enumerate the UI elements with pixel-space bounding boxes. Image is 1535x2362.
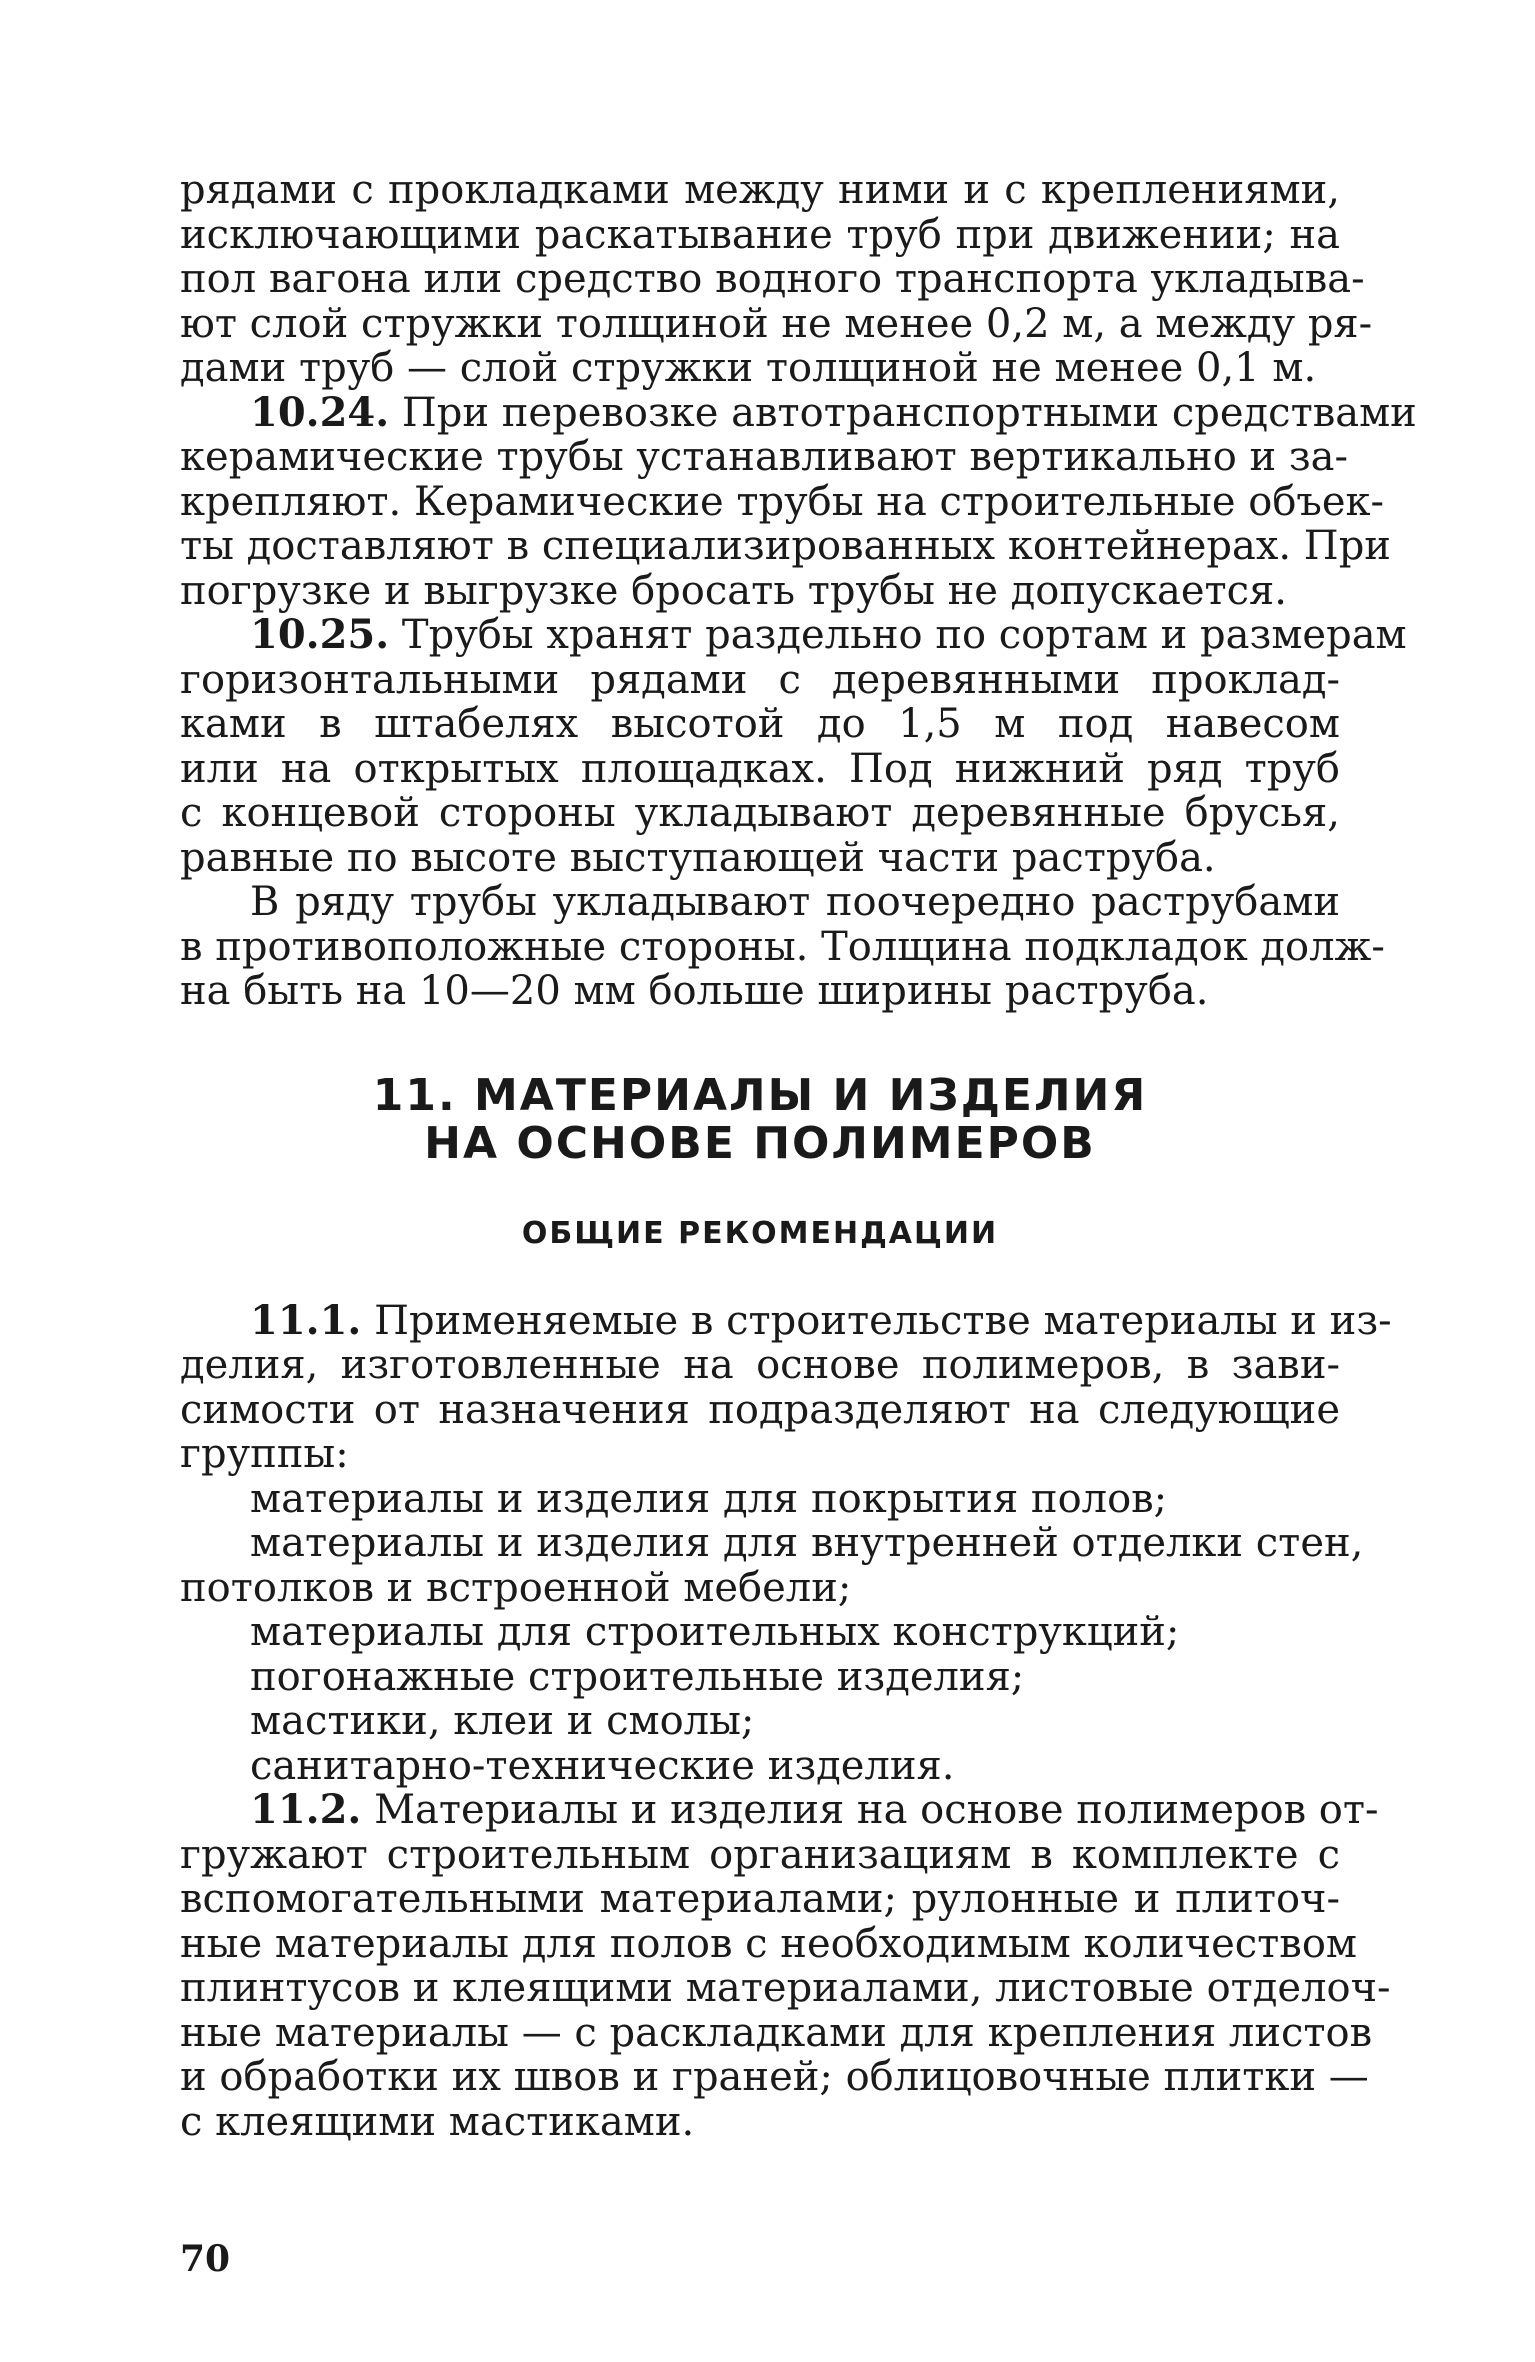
paragraph-10-25 bbox=[180, 611, 1407, 881]
section-title-line: 11. МАТЕРИАЛЫ И ИЗДЕЛИЯ bbox=[372, 1069, 1148, 1121]
text-line: и обработки их швов и граней; облицовочные плитки — bbox=[180, 2054, 1369, 2100]
text-line: керамические трубы устанавливают вертикально и за- bbox=[180, 434, 1349, 480]
text-line: ные материалы для полов с необходимым количеством bbox=[180, 1920, 1358, 1967]
group-list bbox=[180, 1475, 1364, 1789]
text-line bbox=[180, 1786, 1379, 1833]
page-content bbox=[180, 167, 1417, 2145]
paragraph-11-1 bbox=[180, 1296, 1392, 1477]
text-line: с концевой стороны укладывают деревянные брусья, bbox=[180, 790, 1340, 836]
text-fragment: При перевозке автотранспортными средствами bbox=[389, 389, 1417, 436]
clause-number: 10.24. bbox=[250, 388, 390, 436]
text-line: дами труб — слой стружки толщиной не менее 0,1 м. bbox=[180, 345, 1317, 391]
text-line: В ряду трубы укладывают поочередно раструбами bbox=[250, 879, 1340, 925]
list-item-continuation: потолков и встроенной мебели; bbox=[180, 1564, 852, 1611]
text-line: крепляют. Керамические трубы на строительные объек- bbox=[180, 478, 1385, 525]
paragraph-10-24 bbox=[180, 388, 1417, 614]
text-fragment: Применяемые в строительстве материалы и из- bbox=[361, 1297, 1392, 1344]
subsection-title: ОБЩИЕ РЕКОМЕНДАЦИИ bbox=[521, 1215, 999, 1251]
page-number: 70 bbox=[180, 2238, 231, 2280]
text-line bbox=[180, 1296, 1392, 1344]
text-line: делия, изготовленные на основе полимеров, в зави- bbox=[180, 1342, 1340, 1388]
text-line: равные по высоте выступающей части раструба. bbox=[180, 834, 1216, 881]
text-line: на быть на 10—20 мм больше ширины раструба. bbox=[180, 968, 1209, 1014]
text-line: горизонтальными рядами с деревянными проклад- bbox=[180, 656, 1340, 703]
clause-number: 11.1. bbox=[250, 1296, 362, 1344]
text-line: ками в штабелях высотой до 1,5 м под навесом bbox=[180, 701, 1340, 747]
text-line bbox=[180, 388, 1417, 436]
text-line: плинтусов и клеящими материалами, листовые отделоч- bbox=[180, 1965, 1391, 2011]
list-item: санитарно-технические изделия. bbox=[250, 1742, 955, 1789]
text-line: погрузке и выгрузке бросать трубы не допускается. bbox=[180, 567, 1287, 614]
section-title-line: НА ОСНОВЕ ПОЛИМЕРОВ bbox=[424, 1117, 1096, 1169]
text-fragment: Трубы хранят раздельно по сортам и размерам bbox=[389, 612, 1407, 658]
text-line: рядами с прокладками между ними и с креплениями, bbox=[180, 167, 1340, 213]
text-line: гружают строительным организациям в комплекте с bbox=[180, 1831, 1340, 1878]
text-fragment: Материалы и изделия на основе полимеров от- bbox=[361, 1787, 1379, 1833]
text-line: в противоположные стороны. Толщина подкладок долж- bbox=[180, 923, 1385, 970]
text-line: исключающими раскатывание труб при движении; на bbox=[180, 211, 1340, 258]
text-line: ные материалы — с раскладками для крепления листов bbox=[180, 2009, 1373, 2056]
list-item: материалы и изделия для покрытия полов; bbox=[250, 1475, 1168, 1522]
text-line: ты доставляют в специализированных контейнерах. При bbox=[180, 523, 1391, 569]
list-item: материалы для строительных конструкций; bbox=[250, 1609, 1180, 1655]
paragraph-11-2 bbox=[180, 1786, 1391, 2145]
clause-number: 11.2. bbox=[250, 1786, 362, 1833]
text-line: симости от назначения подразделяют на следующие bbox=[180, 1386, 1340, 1433]
text-line: или на открытых площадках. Под нижний ряд труб bbox=[180, 745, 1340, 792]
list-item: мастики, клеи и смолы; bbox=[250, 1698, 755, 1744]
paragraph-transport bbox=[180, 167, 1373, 391]
text-line: вспомогательными материалами; рулонные и плиточ- bbox=[180, 1876, 1340, 1922]
text-line: ют слой стружки толщиной не менее 0,2 м, а между ря- bbox=[180, 300, 1373, 347]
text-line bbox=[180, 611, 1407, 658]
section-title bbox=[180, 1069, 1340, 1169]
list-item: погонажные строительные изделия; bbox=[250, 1653, 1025, 1700]
text-line: пол вагона или средство водного транспорта укладыва- bbox=[180, 256, 1365, 302]
clause-number: 10.25. bbox=[250, 611, 390, 658]
text-line: группы: bbox=[180, 1431, 349, 1477]
text-line: с клеящими мастиками. bbox=[180, 2098, 695, 2145]
list-item: материалы и изделия для внутренней отделки стен, bbox=[250, 1520, 1364, 1566]
paragraph-stacking bbox=[180, 879, 1385, 1014]
